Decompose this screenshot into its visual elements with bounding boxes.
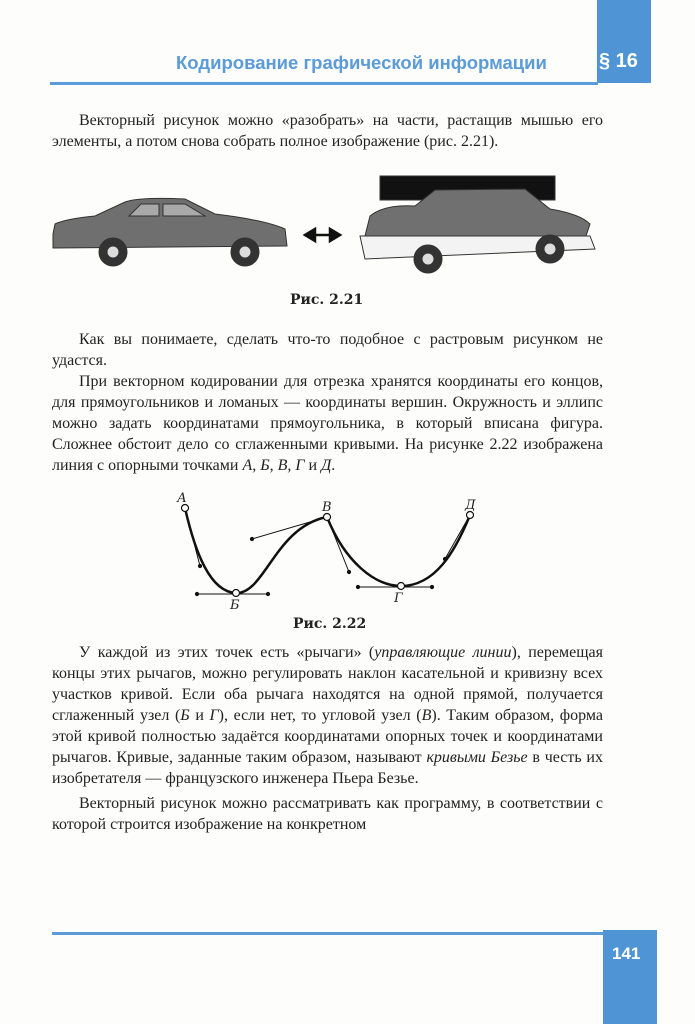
label-b: Б [230, 598, 240, 612]
figure-2-21 [52, 152, 603, 329]
p3-last-point: Д [321, 457, 332, 474]
paragraph-5: Векторный рисунок можно рассматривать как программу, в соответствии с которой строится изображение на конкретном [52, 795, 603, 833]
p4-e: и [189, 707, 210, 724]
label-g: Г [394, 591, 403, 606]
chapter-title: Кодирование графической информации [176, 52, 547, 73]
paragraph-2: Как вы понимаете, сделать что-то подобное с растровым рисунком не удастся. [52, 331, 603, 369]
anchor-points [182, 505, 474, 597]
paragraph-3 [52, 371, 603, 476]
p4-k: в честь их изобретателя — французского инженера Пьера Безье. [52, 749, 603, 787]
p4-a: У каждой из этих точек есть «рычаги» ( [79, 644, 375, 661]
label-a: А [177, 491, 187, 506]
footer-rule [52, 932, 604, 935]
p3-points: А, Б, В, Г [242, 457, 305, 474]
figure-2-22-bezier-curve [140, 482, 500, 612]
disassembled-car [360, 176, 595, 273]
p3-and: и [304, 457, 322, 474]
double-arrow-icon [305, 229, 340, 241]
body-text [52, 110, 603, 835]
figure-2-21-caption: Рис. 2.21 [290, 292, 364, 308]
figure-2-22 [52, 476, 603, 642]
p4-term: управляющие линии [374, 644, 512, 661]
p3-text: При векторном кодировании для отрезка хранятся координаты его концов, для прямоугольников и ломаных — координаты вершин. Окружность и эллипс можно задать координатами прямоугольника, в который вписана фигура. Сложнее обстоит дело со сглаженными кривыми. На рисунке 2.22 изображена линия с опорными точками [52, 373, 603, 474]
p4-bezier-term: кривыми Безье [426, 749, 528, 766]
p4-i: ). Таким образом, форма этой кривой полностью задаётся координатами опорных точек и координатами рычагов. Кривые, заданные таким образом, называют [52, 707, 604, 766]
figure-2-22-caption: Рис. 2.22 [293, 616, 367, 632]
p4-d: Б [180, 707, 190, 724]
header-rule [50, 82, 598, 85]
page-number: 141 [612, 944, 641, 963]
p4-g: ), если нет, то угловой узел ( [218, 707, 422, 724]
p4-c: ), перемещая концы этих рычагов, можно регулировать наклон касательной и кривизну всех участков кривой. Если оба рычага находятся на одной прямой, получается сглаженный узел ( [52, 644, 603, 724]
figure-2-21-cars [45, 164, 605, 279]
section-number: § 16 [599, 50, 638, 72]
p4-f: Г [209, 707, 219, 724]
paragraph-4 [52, 642, 603, 789]
paragraph-1: Векторный рисунок можно «разобрать» на части, растащив мышью его элементы, а потом снова собрать полное изображение (рис. 2.21). [52, 112, 603, 150]
label-v: В [322, 500, 332, 515]
assembled-car [53, 198, 287, 266]
p3-end: . [331, 457, 336, 474]
p4-h: В [421, 707, 432, 724]
label-d: Д [465, 498, 476, 513]
